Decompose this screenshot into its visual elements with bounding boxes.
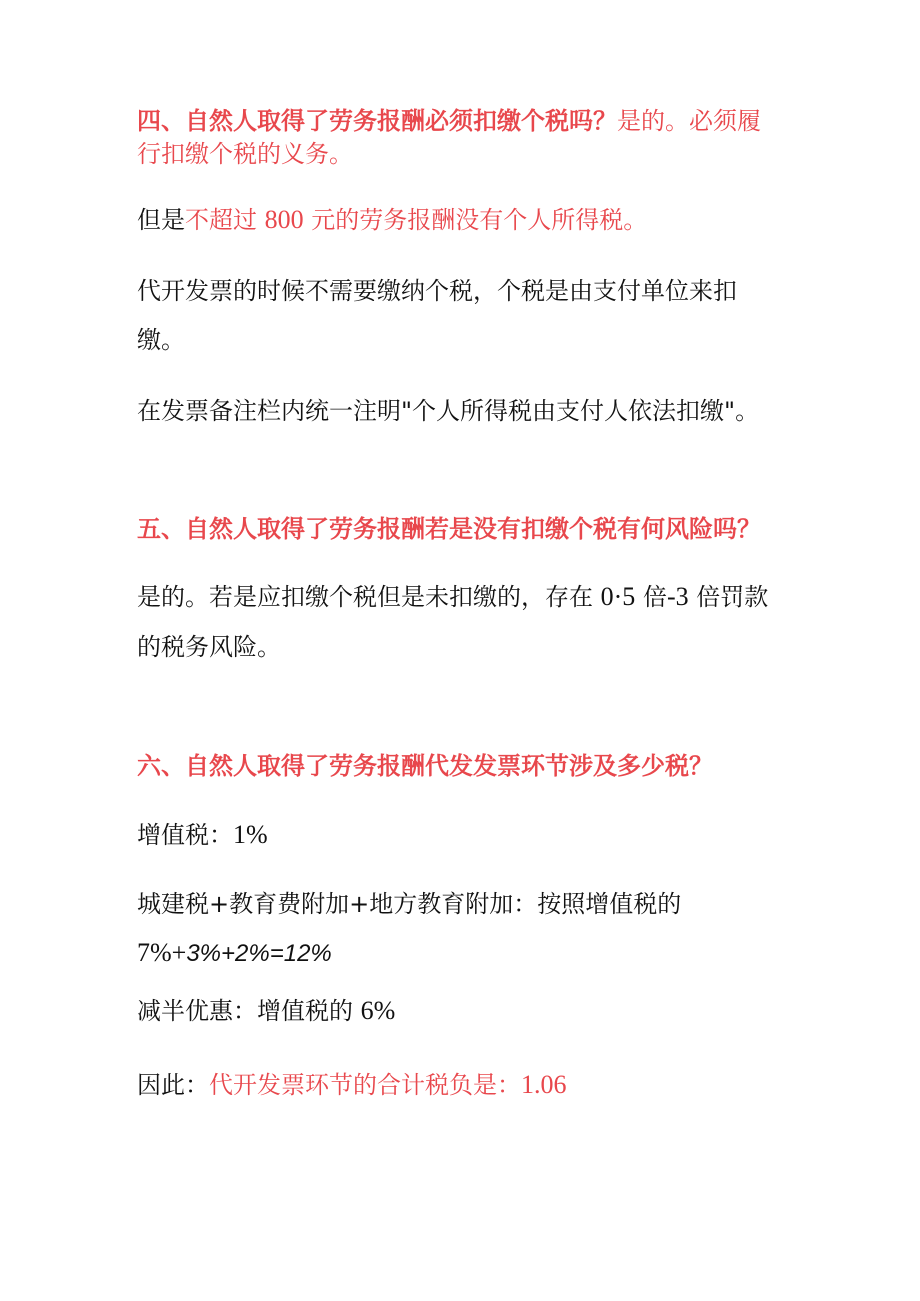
section6-surtax-num: 7%+ [137, 938, 187, 967]
section6-total-line [137, 1068, 797, 1102]
section6-heading: 六、自然人取得了劳务报酬代发发票环节涉及多少税？ [137, 752, 713, 780]
section6-total-prefix: 因此： [137, 1071, 209, 1099]
section6-surtax-line1: 城建税+教育费附加+地方教育附加：按照增值税的 [137, 890, 682, 918]
section6-half-line [137, 994, 797, 1028]
section4-heading-line2 [137, 137, 797, 171]
section4-paragraph-3: 在发票备注栏内统一注明"个人所得税由支付人依法扣缴"。 [137, 397, 760, 425]
section6-total-value: 1.06 [521, 1070, 567, 1099]
section5-p1-a: 是的。若是应扣缴个税但是未扣缴的，存在 [137, 583, 601, 611]
section6-half-label: 减半优惠：增值税的 [137, 997, 361, 1025]
section4-p1-red-b: 元的劳务报酬没有个人所得税。 [303, 206, 648, 234]
section6-surtax-line2 [137, 936, 797, 971]
section4-heading-answer: 是的。必须履 [617, 107, 761, 135]
section4-p1-prefix: 但是 [137, 206, 185, 234]
section5-p1-num2: -3 [666, 582, 689, 611]
section4-paragraph-1 [137, 203, 797, 237]
section4-heading-answer-cont: 行扣缴个税的义务。 [137, 140, 353, 168]
section6-surtax-rest: 3%+2%=12% [186, 940, 332, 967]
section6-half-value: 6% [360, 996, 396, 1025]
section4-paragraph-2-line2: 缴。 [137, 326, 185, 354]
section4-heading: 四、自然人取得了劳务报酬必须扣缴个税吗？ [137, 107, 617, 135]
section4-heading-line1 [137, 104, 797, 138]
section4-p1-red-a: 不超过 [185, 206, 265, 234]
section5-p1-num1: 0·5 [600, 582, 636, 611]
section6-vat-value: 1% [233, 820, 268, 849]
section5-paragraph-1-line2: 的税务风险。 [137, 633, 281, 661]
section4-p1-red-num: 800 [264, 205, 304, 234]
section6-total-red: 代开发票环节的合计税负是： [209, 1071, 521, 1099]
section6-vat-label: 增值税： [137, 821, 233, 849]
section5-p1-c: 倍罚款 [688, 583, 769, 611]
section5-heading: 五、自然人取得了劳务报酬若是没有扣缴个税有何风险吗？ [137, 515, 761, 543]
section5-paragraph-1-line1 [137, 580, 797, 614]
section4-paragraph-2-line1: 代开发票的时候不需要缴纳个税，个税是由支付单位来扣 [137, 277, 737, 305]
section6-vat-line [137, 818, 797, 852]
section5-p1-b: 倍 [635, 583, 667, 611]
